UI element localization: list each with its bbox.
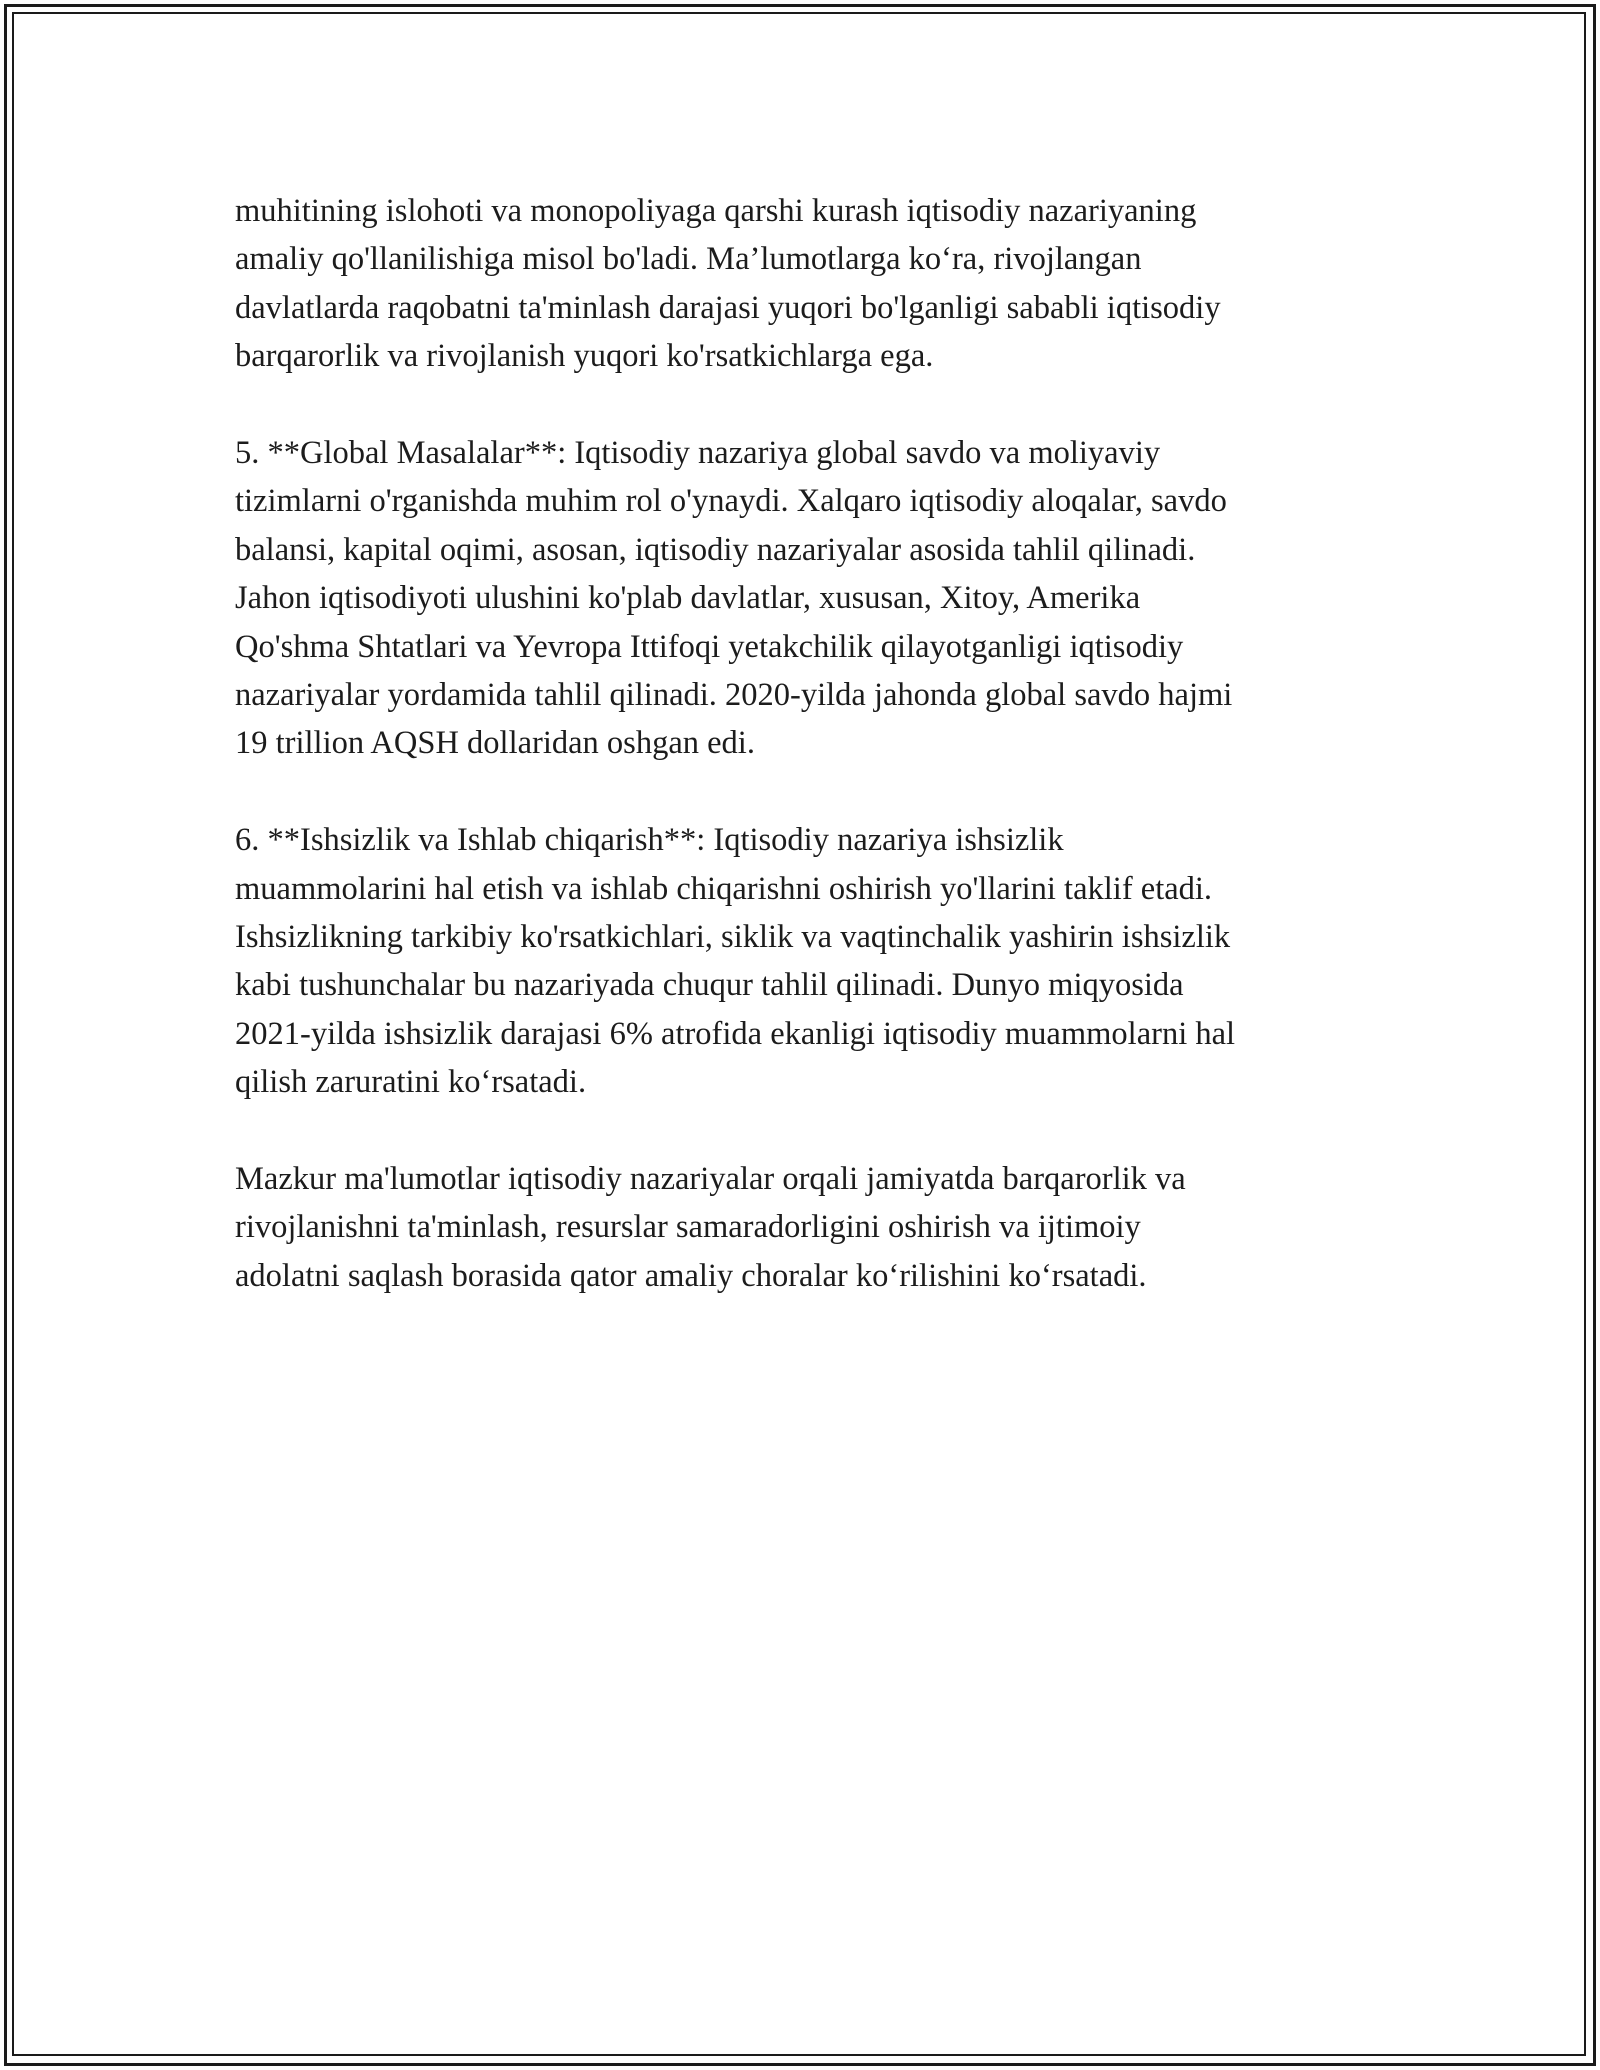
document-body	[235, 187, 1380, 1349]
text-line: Ishsizlikning tarkibiy ko'rsatkichlari, siklik va vaqtinchalik yashirin ishsizlik	[235, 919, 1231, 956]
text-line: balansi, kapital oqimi, asosan, iqtisodiy nazariyalar asosida tahlil qilinadi.	[235, 531, 1196, 568]
text-line: 6. **Ishsizlik va Ishlab chiqarish**: Iqtisodiy nazariya ishsizlik	[235, 822, 1064, 859]
paragraph-conclusion	[235, 1155, 1380, 1300]
text-line: amaliy qo'llanilishiga misol bo'ladi. Ma’lumotlarga ko‘ra, rivojlangan	[235, 241, 1142, 278]
text-line: tizimlarni o'rganishda muhim rol o'ynaydi. Xalqaro iqtisodiy aloqalar, savdo	[235, 483, 1227, 520]
text-line: nazariyalar yordamida tahlil qilinadi. 2020-yilda jahonda global savdo hajmi	[235, 677, 1233, 714]
text-line: muammolarini hal etish va ishlab chiqarishni oshirish yo'llarini taklif etadi.	[235, 870, 1213, 907]
text-line: qilish zaruratini ko‘rsatadi.	[235, 1064, 587, 1101]
text-line: Jahon iqtisodiyoti ulushini ko'plab davlatlar, xususan, Xitoy, Amerika	[235, 580, 1141, 617]
paragraph-competition-intro	[235, 187, 1380, 381]
text-line: rivojlanishni ta'minlash, resurslar samaradorligini oshirish va ijtimoiy	[235, 1209, 1141, 1246]
text-line: barqarorlik va rivojlanish yuqori ko'rsatkichlarga ega.	[235, 338, 934, 375]
text-line: 19 trillion AQSH dollaridan oshgan edi.	[235, 725, 755, 762]
text-line: muhitining islohoti va monopoliyaga qarshi kurash iqtisodiy nazariyaning	[235, 193, 1197, 229]
text-line: Qo'shma Shtatlari va Yevropa Ittifoqi yetakchilik qilayotganligi iqtisodiy	[235, 628, 1184, 665]
paragraph-unemployment	[235, 816, 1380, 1106]
text-line: 5. **Global Masalalar**: Iqtisodiy nazariya global savdo va moliyaviy	[235, 435, 1161, 472]
text-line: davlatlarda raqobatni ta'minlash darajasi yuqori bo'lganligi sababli iqtisodiy	[235, 289, 1221, 326]
text-line: 2021-yilda ishsizlik darajasi 6% atrofida ekanligi iqtisodiy muammolarni hal	[235, 1015, 1236, 1052]
paragraph-global-issues	[235, 429, 1380, 768]
text-line: Mazkur ma'lumotlar iqtisodiy nazariyalar orqali jamiyatda barqarorlik va	[235, 1161, 1186, 1198]
text-line: adolatni saqlash borasida qator amaliy choralar ko‘rilishini ko‘rsatadi.	[235, 1257, 1147, 1294]
text-line: kabi tushunchalar bu nazariyada chuqur tahlil qilinadi. Dunyo miqyosida	[235, 967, 1184, 1004]
